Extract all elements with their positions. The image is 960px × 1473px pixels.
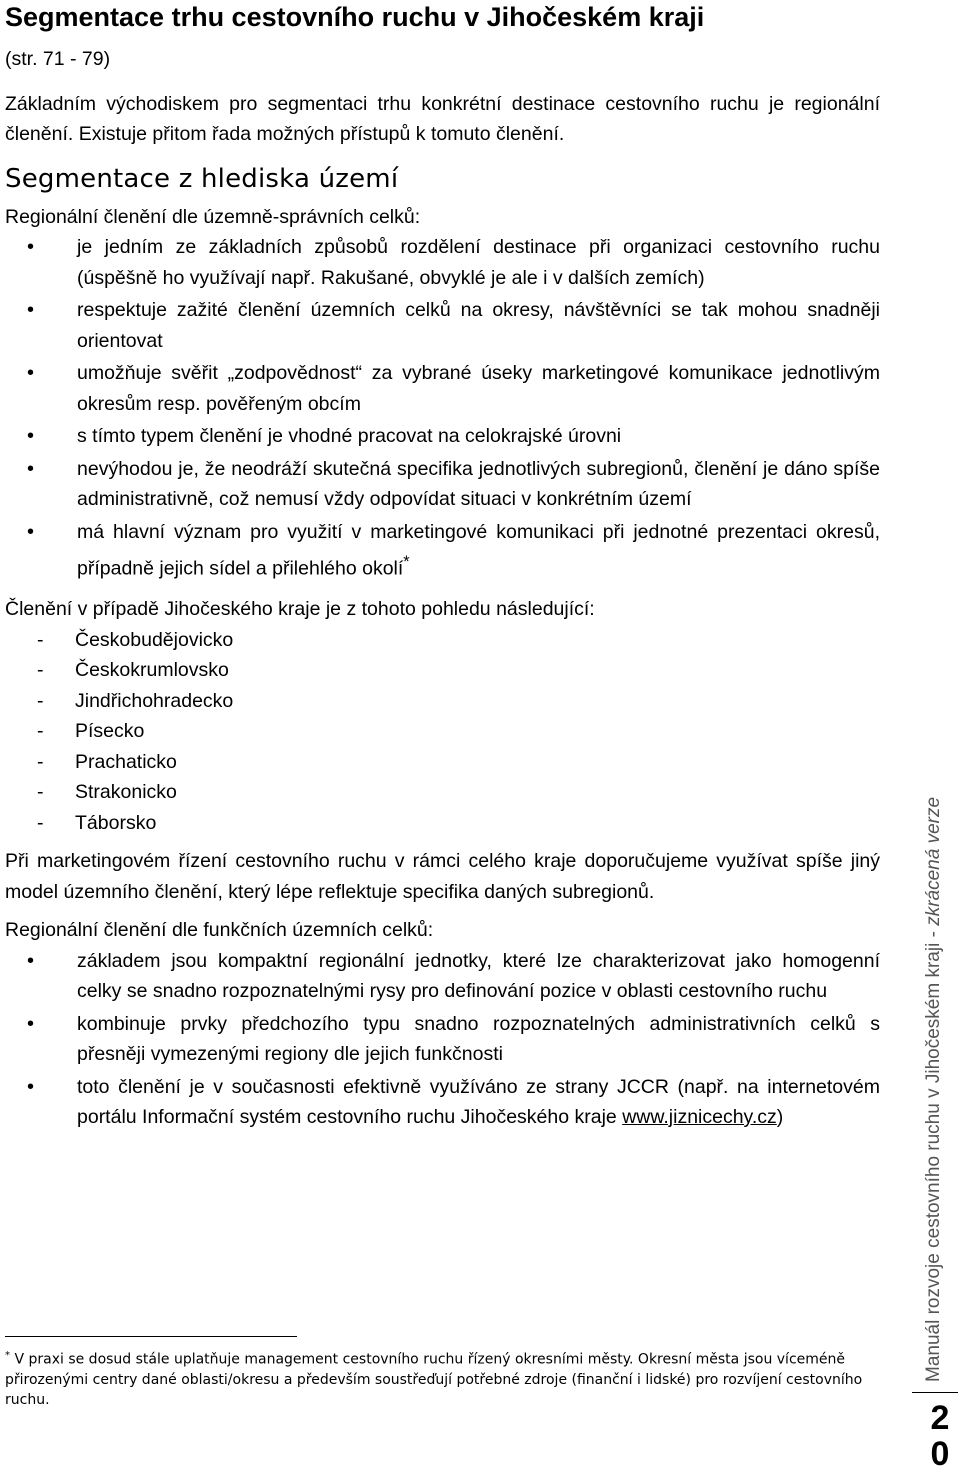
list-item: • základem jsou kompaktní regionální jednotky, které lze charakterizovat jako homogenní celky se snadno rozpoznatelnými rysy pro definování pozice v oblasti cestovního ruchu [5,946,880,1007]
page-number-digit: 2 [930,1399,950,1437]
list-item: • umožňuje svěřit „zodpovědnost“ za vybrané úseky marketingové komunikace jednotlivým okresům resp. pověřeným obcím [5,358,880,419]
document-body [5,0,880,1135]
list-item: • respektuje zažité členění územních celků na okresy, návštěvníci se tak mohou snadněji orientovat [5,295,880,356]
list-item: • je jedním ze základních způsobů rozdělení destinace při organizaci cestovního ruchu (úspěšně ho využívají např. Rakušané, obvyklé je ale i v dalších zemích) [5,232,880,293]
functional-bullet-list [5,946,880,1133]
district-list [5,625,880,839]
list-item: • kombinuje prvky předchozího typu snadno rozpoznatelných administrativních celků s přesněji vymezenými regiony dle jejich funkčnosti [5,1009,880,1070]
list-item: • má hlavní význam pro využití v marketingové komunikaci při jednotné prezentaci okresů, případně jejich sídel a přilehlého okolí* [5,517,880,585]
portal-link[interactable]: www.jiznicechy.cz [622,1106,777,1128]
admin-heading: Regionální členění dle územně-správních celků: [5,205,421,228]
district-item: - Českokrumlovsko [37,659,229,681]
page-title: Segmentace trhu cestovního ruchu v Jihočeském kraji [5,2,705,32]
bullet-icon: • [27,236,35,258]
district-item: - Táborsko [37,811,157,834]
footnote-mark: * [403,553,410,571]
intro-paragraph: Základním východiskem pro segmentaci trhu konkrétní destinace cestovního ruchu je regionální členění. Existuje přitom řada možných přístupů k tomuto členění. [5,92,880,145]
bullet-icon: • [27,362,35,384]
page-range: (str. 71 - 79) [5,48,111,70]
district-item: - Strakonicko [37,781,177,803]
bullet-icon: • [27,520,35,543]
bullet-icon: • [27,457,35,480]
bullet-icon: • [27,425,35,447]
section-heading: Segmentace z hlediska území [5,163,399,194]
sidebar-divider [912,1392,958,1393]
list-item: • toto členění je v současnosti efektivně využíváno ze strany JCCR (např. na internetovém portálu Informační systém cestovního ruchu Jihočeského kraje www.jiznicechy.cz) [5,1072,880,1133]
footnote [5,1346,885,1410]
footnote-text: V praxi se dosud stále uplatňuje management cestovního ruchu řízený okresními městy. Okresní města jsou víceméně přirozenými centry dané oblasti/okresu a především soustřeďují potřebné zdroje (finanční i lidské) pro rozvíjení cestovního ruchu. [5,1351,863,1408]
list-item: • s tímto typem členění je vhodné pracovat na celokrajské úrovni [5,421,880,452]
recommendation-paragraph: Při marketingovém řízení cestovního ruchu v rámci celého kraje doporučujeme využívat spíše jiný model územního členění, který lépe reflektuje specifika daných subregionů. [5,850,880,903]
district-item: - Jindřichohradecko [37,689,234,712]
admin-bullet-list [5,232,880,584]
footnote-mark: * [5,1350,10,1361]
functional-heading: Regionální členění dle funkčních územních celků: [5,919,434,941]
district-item: - Písecko [37,720,145,742]
bullet-icon: • [27,299,35,321]
district-item: - Prachaticko [37,750,177,773]
footnote-divider [5,1336,297,1337]
bullet-icon: • [27,949,35,972]
bullet-icon: • [27,1012,35,1035]
district-item: - Českobudějovicko [37,628,234,651]
districts-heading: Členění v případě Jihočeského kraje je z tohoto pohledu následující: [5,598,595,620]
page-number-digit: 0 [930,1435,950,1473]
sidebar-running-title: Manuál rozvoje cestovního ruchu v Jihočeském kraji - zkrácená verze [923,796,944,1382]
bullet-icon: • [27,1075,35,1098]
list-item: • nevýhodou je, že neodráží skutečná specifika jednotlivých subregionů, členění je dáno spíše administrativně, což nemusí vždy odpovídat situaci v konkrétním území [5,454,880,515]
